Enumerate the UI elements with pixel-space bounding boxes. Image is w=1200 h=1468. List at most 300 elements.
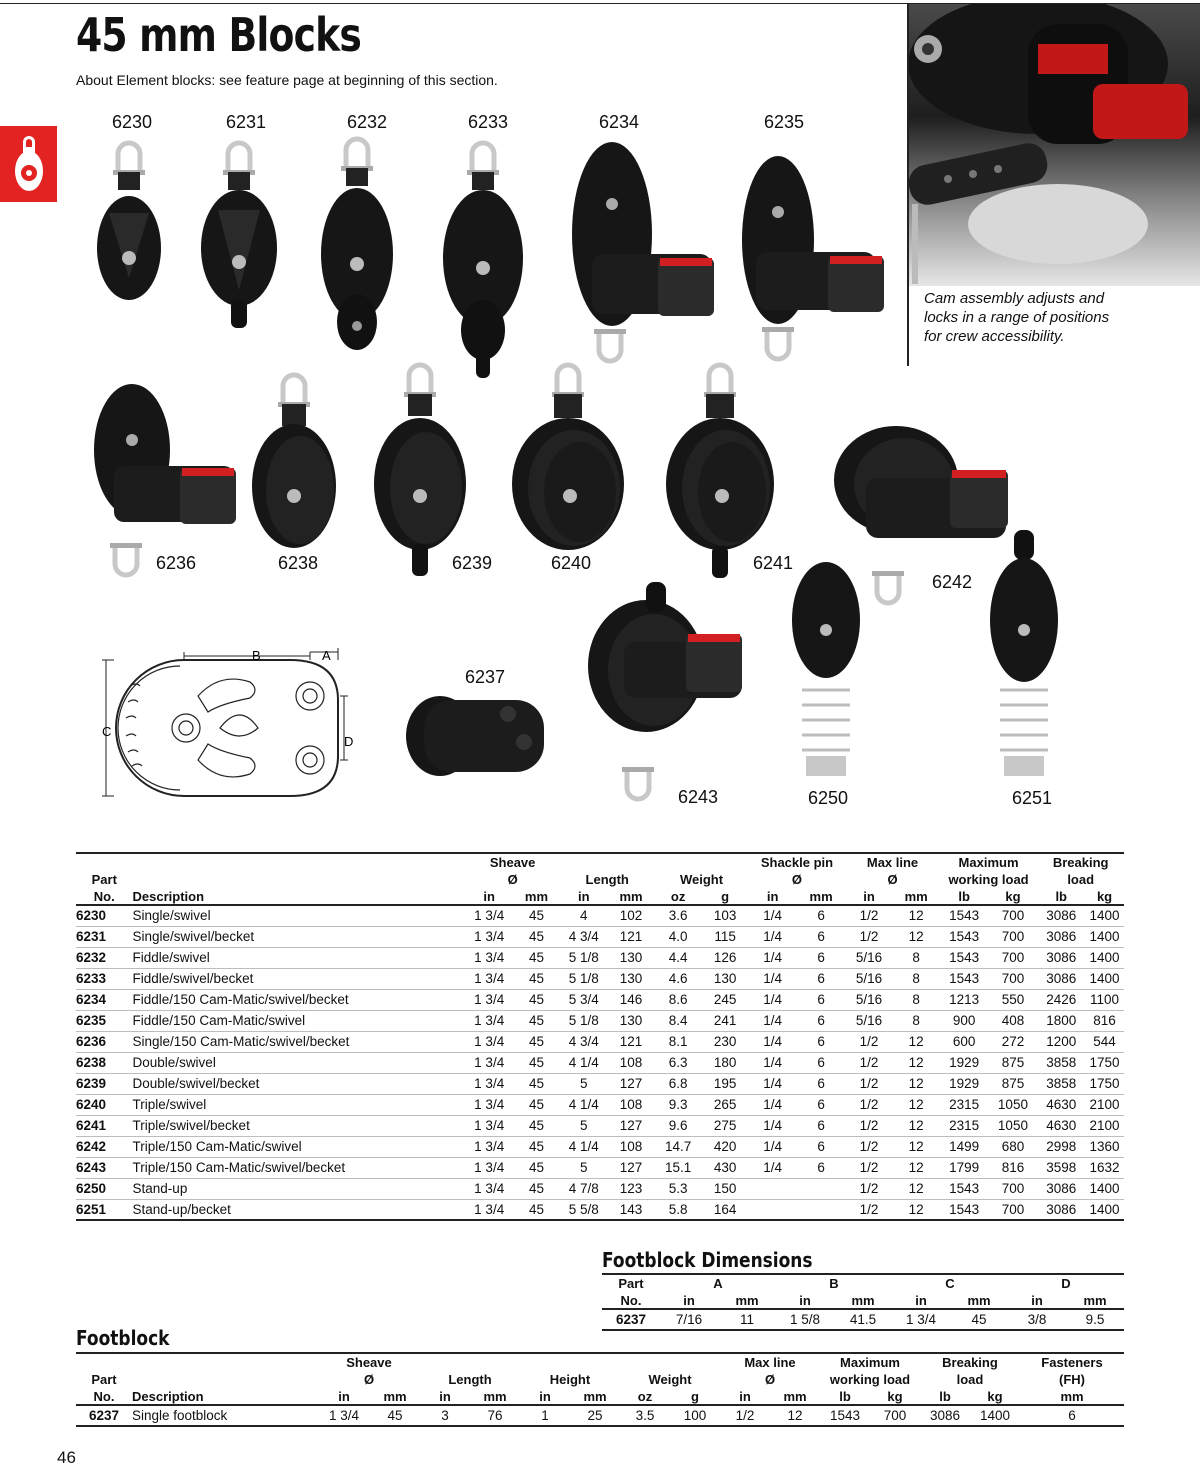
value-cell: 265: [713, 1097, 737, 1112]
value-cell: 12: [908, 908, 924, 924]
col-header-weight: Weight: [679, 872, 724, 887]
value-cell: 5 5/8: [568, 1201, 599, 1217]
value-cell: 1 3/4: [474, 1118, 505, 1133]
value-cell: 6.8: [668, 1076, 688, 1091]
description-cell: Triple/150 Cam-Matic/swivel/becket: [132, 1160, 346, 1175]
part-number-cell: 6242: [76, 1139, 107, 1154]
part-label-6232: 6232: [347, 112, 388, 132]
table-row: [76, 1178, 1124, 1199]
value-cell: 700: [1001, 929, 1025, 944]
value-cell: 700: [1001, 950, 1025, 965]
value-cell: 1/4: [763, 950, 783, 965]
photo-rule: [907, 4, 909, 366]
photo-caption: Cam assembly adjusts and locks in a range of positions for crew accessibility.: [924, 290, 1110, 345]
value-cell: 1/4: [763, 1160, 783, 1175]
dims-header-b: B: [829, 1276, 839, 1291]
value-cell: 6: [817, 950, 825, 965]
value-cell: 6: [817, 1076, 825, 1091]
value-cell: 680: [1001, 1139, 1025, 1154]
value-cell: 45: [528, 1181, 544, 1196]
value-cell: 1800: [1046, 1013, 1077, 1028]
value-cell: 3.6: [668, 908, 688, 924]
value-cell: 3086: [1046, 929, 1077, 944]
value-cell: 230: [713, 1034, 737, 1049]
value-cell: 430: [713, 1160, 737, 1175]
part-label-6234: 6234: [599, 112, 640, 132]
page-subtitle: About Element blocks: see feature page at beginning of this section.: [76, 72, 498, 88]
value-cell: 12: [908, 1055, 924, 1070]
fb-header-mwl: Maximum: [840, 1355, 900, 1370]
value-cell: 3858: [1046, 1076, 1077, 1091]
value-cell: 544: [1093, 1034, 1116, 1049]
diagram-label-c: C: [102, 724, 112, 739]
table-row: [76, 1157, 1124, 1178]
value-cell: 1/2: [859, 1139, 879, 1154]
value-cell: 1 3/4: [474, 1201, 505, 1217]
value-cell: 5/16: [855, 1013, 883, 1028]
value-cell: 5 1/8: [568, 971, 599, 986]
part-number-cell: 6232: [76, 950, 107, 965]
value-cell: 6: [817, 1055, 825, 1070]
value-cell: 4 3/4: [568, 929, 599, 944]
description-cell: Fiddle/150 Cam-Matic/swivel: [132, 1013, 306, 1028]
part-label-6250: 6250: [808, 788, 849, 808]
value-cell: 408: [1001, 1013, 1025, 1028]
value-cell: 5 3/4: [568, 992, 599, 1007]
value-cell: 150: [713, 1181, 737, 1196]
part-label-6235: 6235: [764, 112, 805, 132]
value-cell: 1400: [1089, 1181, 1120, 1196]
part-label-6240: 6240: [551, 553, 592, 573]
value-cell: 8.4: [668, 1013, 688, 1028]
value-cell: 1 3/4: [474, 1181, 505, 1196]
value-cell: 1543: [949, 1181, 980, 1196]
value-cell: 1/2: [859, 1097, 879, 1112]
table-row: [76, 1094, 1124, 1115]
table-row: [76, 1136, 1124, 1157]
value-cell: 4.4: [668, 950, 688, 965]
value-cell: 1 3/4: [474, 1139, 505, 1154]
value-cell: 45: [528, 1118, 544, 1133]
block-6251-image: [986, 530, 1062, 782]
value-cell: 275: [713, 1118, 737, 1133]
value-cell: 4 1/4: [568, 1055, 599, 1070]
value-cell: 1499: [949, 1139, 980, 1154]
value-cell: 1/2: [859, 1160, 879, 1175]
block-6240-image: [508, 354, 628, 554]
value-cell: 4 7/8: [568, 1181, 599, 1196]
value-cell: 1750: [1089, 1055, 1120, 1070]
value-cell: 12: [908, 1181, 924, 1196]
value-cell: 1400: [1089, 1201, 1120, 1217]
value-cell: 45: [528, 950, 544, 965]
value-cell: 700: [1001, 908, 1025, 924]
block-6234-image: [562, 134, 724, 378]
description-cell: Single/swivel: [132, 908, 211, 924]
value-cell: 1/2: [859, 1118, 879, 1133]
part-label-6233: 6233: [468, 112, 509, 132]
value-cell: 146: [619, 992, 643, 1007]
value-cell: 1360: [1089, 1139, 1120, 1154]
part-number-cell: 6240: [76, 1097, 107, 1112]
value-cell: 1 3/4: [474, 1076, 505, 1091]
value-cell: 4630: [1046, 1118, 1077, 1133]
block-6250-image: [788, 560, 864, 782]
part-number-cell: 6238: [76, 1055, 107, 1070]
value-cell: 1/4: [763, 1118, 783, 1133]
block-icon: [12, 133, 46, 195]
dims-header-a: A: [713, 1276, 723, 1291]
col-header-description: Description: [133, 887, 466, 905]
table-row: [76, 947, 1124, 968]
value-cell: 1 3/4: [474, 971, 505, 986]
value-cell: 1050: [997, 1097, 1028, 1112]
value-cell: 45: [528, 1034, 544, 1049]
value-cell: 2315: [949, 1118, 980, 1133]
value-cell: 5/16: [855, 950, 883, 965]
value-cell: [797, 1178, 846, 1199]
value-cell: 8: [912, 992, 920, 1007]
table-row: [76, 1031, 1124, 1052]
value-cell: 1929: [949, 1055, 980, 1070]
value-cell: 9.6: [668, 1118, 688, 1133]
part-number-cell: 6234: [76, 992, 107, 1007]
value-cell: 102: [619, 908, 643, 924]
part-label-6230: 6230: [112, 112, 153, 132]
part-label-6238: 6238: [278, 553, 319, 573]
value-cell: 3858: [1046, 1055, 1077, 1070]
fb-header-description: Description: [132, 1387, 318, 1405]
value-cell: 1100: [1090, 992, 1120, 1007]
value-cell: 5/16: [855, 992, 883, 1007]
value-cell: 875: [1001, 1076, 1025, 1091]
part-label-6239: 6239: [452, 553, 493, 573]
value-cell: 195: [713, 1076, 737, 1091]
value-cell: 3086: [1046, 1201, 1077, 1217]
value-cell: 4630: [1046, 1097, 1077, 1112]
part-number-cell: 6231: [76, 929, 107, 944]
value-cell: 6: [817, 1139, 825, 1154]
block-6239-image: [370, 354, 470, 580]
block-6238-image: [248, 366, 340, 550]
value-cell: 1/2: [859, 1201, 879, 1217]
table-row: [76, 1115, 1124, 1136]
description-cell: Triple/150 Cam-Matic/swivel: [132, 1139, 302, 1154]
value-cell: 8.1: [668, 1034, 688, 1049]
fb-header-part: Part: [91, 1372, 117, 1387]
value-cell: 245: [713, 992, 737, 1007]
diagram-label-a: A: [322, 648, 331, 663]
col-header-breaking: Breaking: [1052, 855, 1109, 870]
value-cell: 1400: [1089, 929, 1120, 944]
value-cell: 1/4: [763, 1139, 783, 1154]
value-cell: 3086: [1046, 1181, 1077, 1196]
value-cell: 4: [580, 908, 588, 924]
description-cell: Fiddle/150 Cam-Matic/swivel/becket: [132, 992, 349, 1007]
value-cell: 6: [817, 1013, 825, 1028]
value-cell: 5: [580, 1118, 588, 1133]
value-cell: 121: [619, 1034, 643, 1049]
value-cell: 1/4: [763, 1034, 783, 1049]
block-6236-image: [84, 380, 240, 580]
description-cell: Double/swivel: [132, 1055, 216, 1070]
part-number-cell: 6243: [76, 1160, 107, 1175]
value-cell: 1 3/4: [474, 1055, 505, 1070]
value-cell: 1750: [1089, 1076, 1120, 1091]
value-cell: 1050: [997, 1118, 1028, 1133]
description-cell: Triple/swivel: [132, 1097, 207, 1112]
value-cell: 12: [908, 1160, 924, 1175]
value-cell: 108: [619, 1055, 643, 1070]
value-cell: 8: [912, 971, 920, 986]
value-cell: [797, 1199, 846, 1220]
part-label-6236: 6236: [156, 553, 197, 573]
value-cell: 14.7: [664, 1139, 692, 1154]
value-cell: 5/16: [855, 971, 883, 986]
value-cell: 241: [713, 1013, 737, 1028]
value-cell: 1213: [949, 992, 980, 1007]
table-row: 6237 7/16 11 1 5/8 41.5 1 3/4 45 3/8 9.5: [602, 1309, 1124, 1330]
col-header-load: load: [1067, 872, 1095, 887]
value-cell: 550: [1001, 992, 1025, 1007]
value-cell: 1/4: [763, 1076, 783, 1091]
value-cell: 45: [528, 908, 544, 924]
value-cell: 6: [817, 908, 825, 924]
col-header-part: Part: [91, 872, 117, 887]
dims-header-c: C: [945, 1276, 955, 1291]
value-cell: 126: [713, 950, 737, 965]
value-cell: 130: [619, 1013, 643, 1028]
part-label-6241: 6241: [753, 553, 794, 573]
value-cell: 1400: [1089, 971, 1120, 986]
footblock-dimension-diagram: [100, 646, 356, 810]
value-cell: 180: [713, 1055, 737, 1070]
value-cell: 1/4: [763, 908, 783, 924]
table-row: [76, 989, 1124, 1010]
value-cell: 45: [528, 929, 544, 944]
value-cell: 1799: [949, 1160, 980, 1175]
value-cell: 45: [528, 971, 544, 986]
page-number: 46: [57, 1448, 76, 1467]
value-cell: 123: [619, 1181, 643, 1196]
value-cell: 1 3/4: [474, 1013, 505, 1028]
value-cell: 1200: [1046, 1034, 1077, 1049]
col-header-shackle-dia: Ø: [791, 872, 803, 887]
value-cell: 1/4: [763, 929, 783, 944]
value-cell: 45: [528, 992, 544, 1007]
value-cell: 3086: [1046, 971, 1077, 986]
blocks-spec-table: Sheave Shackle pin Max line Maximum Breaking Part Ø Length Weight Ø Ø working load load No. Description in mm in mm oz g in mm in mm lb kg lb kg 6230 Single/swivel 1 3/4 45 4 102 3.6 103 1/4 6 1/2 12 1543 700 3086 1400 6231 Single/swivel/becket 1 3/4 45 4 3/4 121 4.0 115 1/4 6 1/2 12 1543 700 3086 1400 6232 Fiddle/swivel 1 3/4 45 5 1/8 130 4.4 126 1/4 6 5/16 8 1543 700 3086 1400 6233 Fiddle/swivel/becket 1 3/4 45 5 1/8 130 4.6 130 1/4 6 5/16 8 1543 700 3086 1400 6234 Fiddle/150 Cam-Matic/swivel/becket 1 3/4 45 5 3/4 146 8.6 245 1/4 6 5/16 8 1213 550 2426 1100 6235 Fiddle/150 Cam-Matic/swivel 1 3/4 45 5 1/8 130 8.4 241 1/4 6 5/16 8 900 408 1800 816 6236 Single/150 Cam-Matic/swivel/becket 1 3/4 45 4 3/4 121 8.1 230 1/4 6 1/2 12 600 272 1200 544 6238 Double/swivel 1 3/4 45 4 1/4 108 6.3 180 1/4 6 1/2 12 1929 875 3858 1750 6239 Double/swivel/becket 1 3/4 45 5 127 6.8 195 1/4 6 1/2 12 1929 875 3858 1750 6240 Triple/swivel 1 3/4 45 4 1/4 108 9.3 265 1/4 6 1/2 12 2315 1050 4630 2100 6241 Triple/swivel/becket 1 3/4 45 5 127 9.6 275 1/4 6 1/2 12 2315 1050 4630 2100 6242 Triple/150 Cam-Matic/swivel 1 3/4 45 4 1/4 108 14.7 420 1/4 6 1/2 12 1499 680 2998 1360 6243 Triple/150 Cam-Matic/swivel/becket 1 3/4 45 5 127 15.1 430 1/4 6 1/2 12 1799 816 3598 1632 6250 Stand-up 1 3/4 45 4 7/8 123 5.3 150 1/2 12 1543 700 3086 1400 6251 Stand-up/becket 1 3/4 45 5 5/8 143 5.8 164 1/2 12 1543 700 3086 1400: [76, 852, 1124, 1221]
value-cell: 700: [1001, 1181, 1025, 1196]
value-cell: 8: [912, 950, 920, 965]
table-row: [76, 1199, 1124, 1220]
value-cell: 1929: [949, 1076, 980, 1091]
value-cell: 130: [619, 950, 643, 965]
footblock-title: Footblock: [76, 1326, 170, 1350]
part-label-6251: 6251: [1012, 788, 1053, 808]
value-cell: 12: [908, 1139, 924, 1154]
col-header-sheave: Sheave: [489, 855, 536, 870]
table-row: [76, 1010, 1124, 1031]
value-cell: 45: [528, 1160, 544, 1175]
value-cell: 1/2: [859, 929, 879, 944]
table-row: 6237 Single footblock 1 3/4 45 3 76 1 25 3.5 100 1/2 12 1543 700 3086 1400 6: [76, 1405, 1124, 1426]
block-6232-image: [318, 134, 396, 352]
value-cell: 2998: [1046, 1139, 1077, 1154]
value-cell: 1 3/4: [474, 1034, 505, 1049]
part-label-6237: 6237: [465, 667, 506, 687]
description-cell: Triple/swivel/becket: [132, 1118, 250, 1133]
part-number-cell: 6233: [76, 971, 107, 986]
value-cell: 4 1/4: [568, 1139, 599, 1154]
value-cell: 5: [580, 1076, 588, 1091]
part-number-cell: 6239: [76, 1076, 107, 1091]
block-6231-image: [198, 140, 280, 330]
value-cell: 45: [528, 1201, 544, 1217]
value-cell: 1543: [949, 908, 980, 924]
fb-header-height: Height: [549, 1372, 591, 1387]
table-row: [76, 968, 1124, 989]
value-cell: 127: [619, 1160, 643, 1175]
value-cell: 1543: [949, 950, 980, 965]
value-cell: 4.0: [668, 929, 688, 944]
part-label-6242: 6242: [932, 572, 973, 592]
value-cell: 3086: [1046, 908, 1077, 924]
value-cell: 1 3/4: [474, 1097, 505, 1112]
value-cell: 45: [528, 1097, 544, 1112]
block-6241-image: [664, 354, 784, 580]
value-cell: 12: [908, 1076, 924, 1091]
value-cell: 1543: [949, 971, 980, 986]
value-cell: 143: [619, 1201, 643, 1217]
value-cell: 4 1/4: [568, 1097, 599, 1112]
value-cell: 5: [580, 1160, 588, 1175]
value-cell: 108: [619, 1139, 643, 1154]
section-tab: [0, 126, 57, 202]
fb-header-no: No.: [76, 1387, 132, 1405]
value-cell: 130: [713, 971, 737, 986]
value-cell: 1 3/4: [474, 992, 505, 1007]
fb-header-max-line: Max line: [744, 1355, 796, 1370]
fb-header-weight: Weight: [648, 1372, 692, 1387]
cam-assembly-photo: [908, 4, 1200, 286]
value-cell: 1/2: [859, 1055, 879, 1070]
col-header-length: Length: [585, 872, 629, 887]
part-number-cell: 6236: [76, 1034, 107, 1049]
value-cell: 1400: [1089, 950, 1120, 965]
value-cell: 6: [817, 1118, 825, 1133]
block-6237-image: [404, 692, 546, 778]
value-cell: 1/4: [763, 992, 783, 1007]
value-cell: 1/2: [859, 1076, 879, 1091]
value-cell: 121: [619, 929, 643, 944]
value-cell: 1/2: [859, 1181, 879, 1196]
fb-header-sheave: Sheave: [346, 1355, 392, 1370]
footblock-spec-table: Sheave Max line Maximum Breaking Fasteners Part Ø Length Height Weight Ø working load load (FH) No. Description in mm in mm in mm oz g in mm lb kg lb kg mm 6237 Single footblock 1 3/4 45 3 76 1 25 3.5 100 1/2 12 1543 700 3086 1400 6: [76, 1352, 1124, 1427]
description-cell: Stand-up: [132, 1181, 188, 1196]
value-cell: 5 1/8: [568, 1013, 599, 1028]
fb-header-fasteners: Fasteners: [1041, 1355, 1103, 1370]
value-cell: 1 3/4: [474, 950, 505, 965]
diagram-label-d: D: [344, 734, 354, 749]
col-header-max-line: Max line: [866, 855, 919, 870]
value-cell: 1 3/4: [474, 929, 505, 944]
table-row: [76, 1052, 1124, 1073]
value-cell: 5.3: [668, 1181, 688, 1196]
dims-header-no: No.: [602, 1291, 660, 1309]
part-number-cell: 6235: [76, 1013, 107, 1028]
value-cell: 2315: [949, 1097, 980, 1112]
description-cell: Fiddle/swivel: [132, 950, 210, 965]
value-cell: 45: [528, 1076, 544, 1091]
table-row: [76, 1073, 1124, 1094]
value-cell: 115: [714, 929, 736, 944]
description-cell: Fiddle/swivel/becket: [132, 971, 254, 986]
value-cell: 816: [1093, 1013, 1116, 1028]
value-cell: 1543: [949, 1201, 980, 1217]
value-cell: 6: [817, 1034, 825, 1049]
value-cell: 875: [1001, 1055, 1025, 1070]
dims-header-part: Part: [618, 1276, 644, 1291]
part-number-cell: 6230: [76, 908, 107, 924]
value-cell: 2100: [1089, 1118, 1120, 1133]
fb-header-breaking: Breaking: [942, 1355, 998, 1370]
col-header-mwl: Maximum: [958, 855, 1019, 870]
part-number-cell: 6241: [76, 1118, 107, 1133]
footblock-dimensions-title: Footblock Dimensions: [602, 1248, 813, 1272]
value-cell: 12: [908, 1201, 924, 1217]
value-cell: 9.3: [668, 1097, 688, 1112]
part-number-cell: 6250: [76, 1181, 107, 1196]
value-cell: 1/4: [763, 1097, 783, 1112]
value-cell: 8: [912, 1013, 920, 1028]
description-cell: Single/150 Cam-Matic/swivel/becket: [132, 1034, 350, 1049]
value-cell: 420: [713, 1139, 737, 1154]
value-cell: 4.6: [668, 971, 688, 986]
description-cell: Stand-up/becket: [132, 1201, 231, 1217]
col-header-working-load: working load: [948, 872, 1029, 887]
footblock-dimensions-table: Part A B C D No. in mm in mm in mm in mm 6237 7/16 11 1 5/8 41.5 1 3/4 45 3/8 9.5: [602, 1273, 1124, 1331]
value-cell: 45: [528, 1013, 544, 1028]
value-cell: 1 3/4: [474, 908, 505, 924]
value-cell: 12: [908, 1097, 924, 1112]
value-cell: 45: [528, 1055, 544, 1070]
value-cell: 15.1: [664, 1160, 692, 1175]
description-cell: Single/swivel/becket: [132, 929, 255, 944]
value-cell: 3598: [1046, 1160, 1077, 1175]
value-cell: 1400: [1089, 908, 1120, 924]
value-cell: 6: [817, 1097, 825, 1112]
value-cell: 1/4: [763, 1055, 783, 1070]
value-cell: 103: [713, 908, 737, 924]
value-cell: [749, 1178, 797, 1199]
value-cell: 1/4: [763, 971, 783, 986]
col-header-max-line-dia: Ø: [887, 872, 898, 887]
value-cell: 5 1/8: [568, 950, 599, 965]
block-6230-image: [94, 138, 164, 304]
block-6243-image: [586, 576, 746, 812]
value-cell: 816: [1001, 1160, 1025, 1175]
value-cell: 164: [713, 1201, 737, 1217]
value-cell: 108: [619, 1097, 643, 1112]
col-header-shackle-pin: Shackle pin: [760, 855, 834, 870]
part-label-6243: 6243: [678, 787, 719, 807]
value-cell: 700: [1001, 1201, 1025, 1217]
col-header-no: No.: [76, 887, 133, 905]
table-row: [76, 905, 1124, 926]
value-cell: 6: [817, 992, 825, 1007]
value-cell: 6: [817, 971, 825, 986]
